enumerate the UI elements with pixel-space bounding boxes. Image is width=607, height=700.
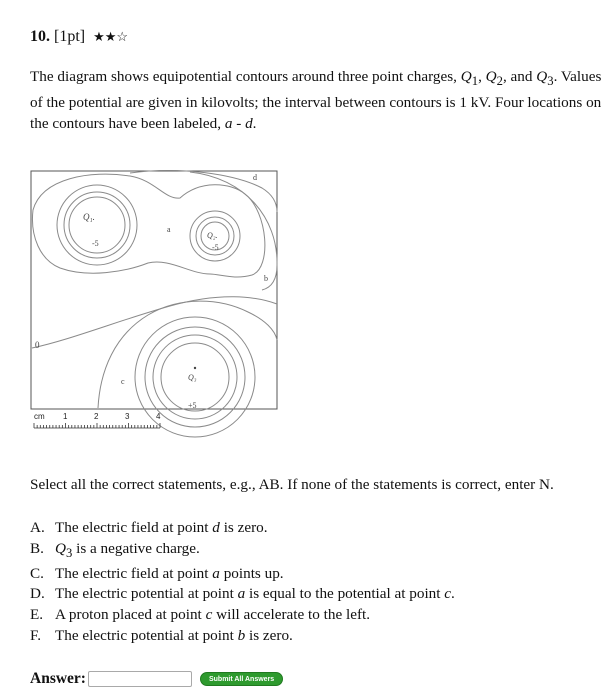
scale-tick-label: 1 bbox=[63, 412, 68, 421]
submit-all-answers-button[interactable]: Submit All Answers bbox=[200, 672, 283, 686]
scale-tick-label: 2 bbox=[94, 412, 99, 421]
equipotential-diagram bbox=[30, 170, 280, 440]
difficulty-stars-icon: ★★☆ bbox=[93, 29, 129, 44]
q2-value: -5 bbox=[212, 243, 219, 252]
list-item: B. $Q_3$ is a negative charge. bbox=[30, 539, 200, 560]
q1-contour bbox=[64, 192, 130, 258]
q3-label: Q₃ bbox=[188, 373, 197, 382]
zero-contour bbox=[32, 297, 277, 348]
scale-tick-label: 3 bbox=[125, 412, 130, 421]
point-c: c bbox=[121, 377, 125, 386]
outer-contour bbox=[32, 174, 264, 277]
statement-list bbox=[30, 518, 455, 647]
list-item: A. The electric field at point d is zero. bbox=[30, 519, 268, 536]
q2-label: Q₂. bbox=[207, 231, 218, 240]
list-item: C. The electric field at point a points up. bbox=[30, 564, 284, 582]
point-a: a bbox=[167, 225, 171, 234]
scale-unit: cm bbox=[34, 412, 45, 421]
list-item: E. A proton placed at point c will accelerate to the left. bbox=[30, 606, 371, 624]
q1-label: Q₁. bbox=[83, 212, 95, 222]
problem-points: [1pt] bbox=[54, 28, 86, 45]
point-b: b bbox=[264, 274, 268, 283]
scale-tick-label: 4 bbox=[156, 412, 161, 421]
problem-header bbox=[30, 28, 128, 46]
problem-number: 10. bbox=[30, 28, 50, 45]
q1-value: -5 bbox=[92, 239, 99, 248]
diagram-frame bbox=[31, 171, 277, 409]
q3-value: +5 bbox=[188, 401, 197, 410]
problem-intro: The diagram shows equipotential contours around three point charges, $Q_1$, $Q_2$, and $Q_3$. Values of the potential are given in kilovolts; the interval between contours is 1 kV. Four locations on the contours have been labeled, a - d. bbox=[30, 68, 602, 133]
point-d: d bbox=[253, 173, 257, 182]
answer-label: Answer: bbox=[30, 670, 86, 687]
answer-row bbox=[30, 670, 283, 688]
list-item: D. The electric potential at point a is equal to the potential at point c. bbox=[30, 585, 455, 603]
scale-ruler bbox=[34, 423, 160, 428]
instructions: Select all the correct statements, e.g., AB. If none of the statements is correct, enter N. bbox=[30, 476, 554, 493]
zero-label: 0 bbox=[35, 340, 40, 350]
answer-input[interactable] bbox=[88, 671, 192, 687]
q3-dot bbox=[194, 367, 196, 369]
list-item: F. The electric potential at point b is zero. bbox=[30, 627, 293, 645]
